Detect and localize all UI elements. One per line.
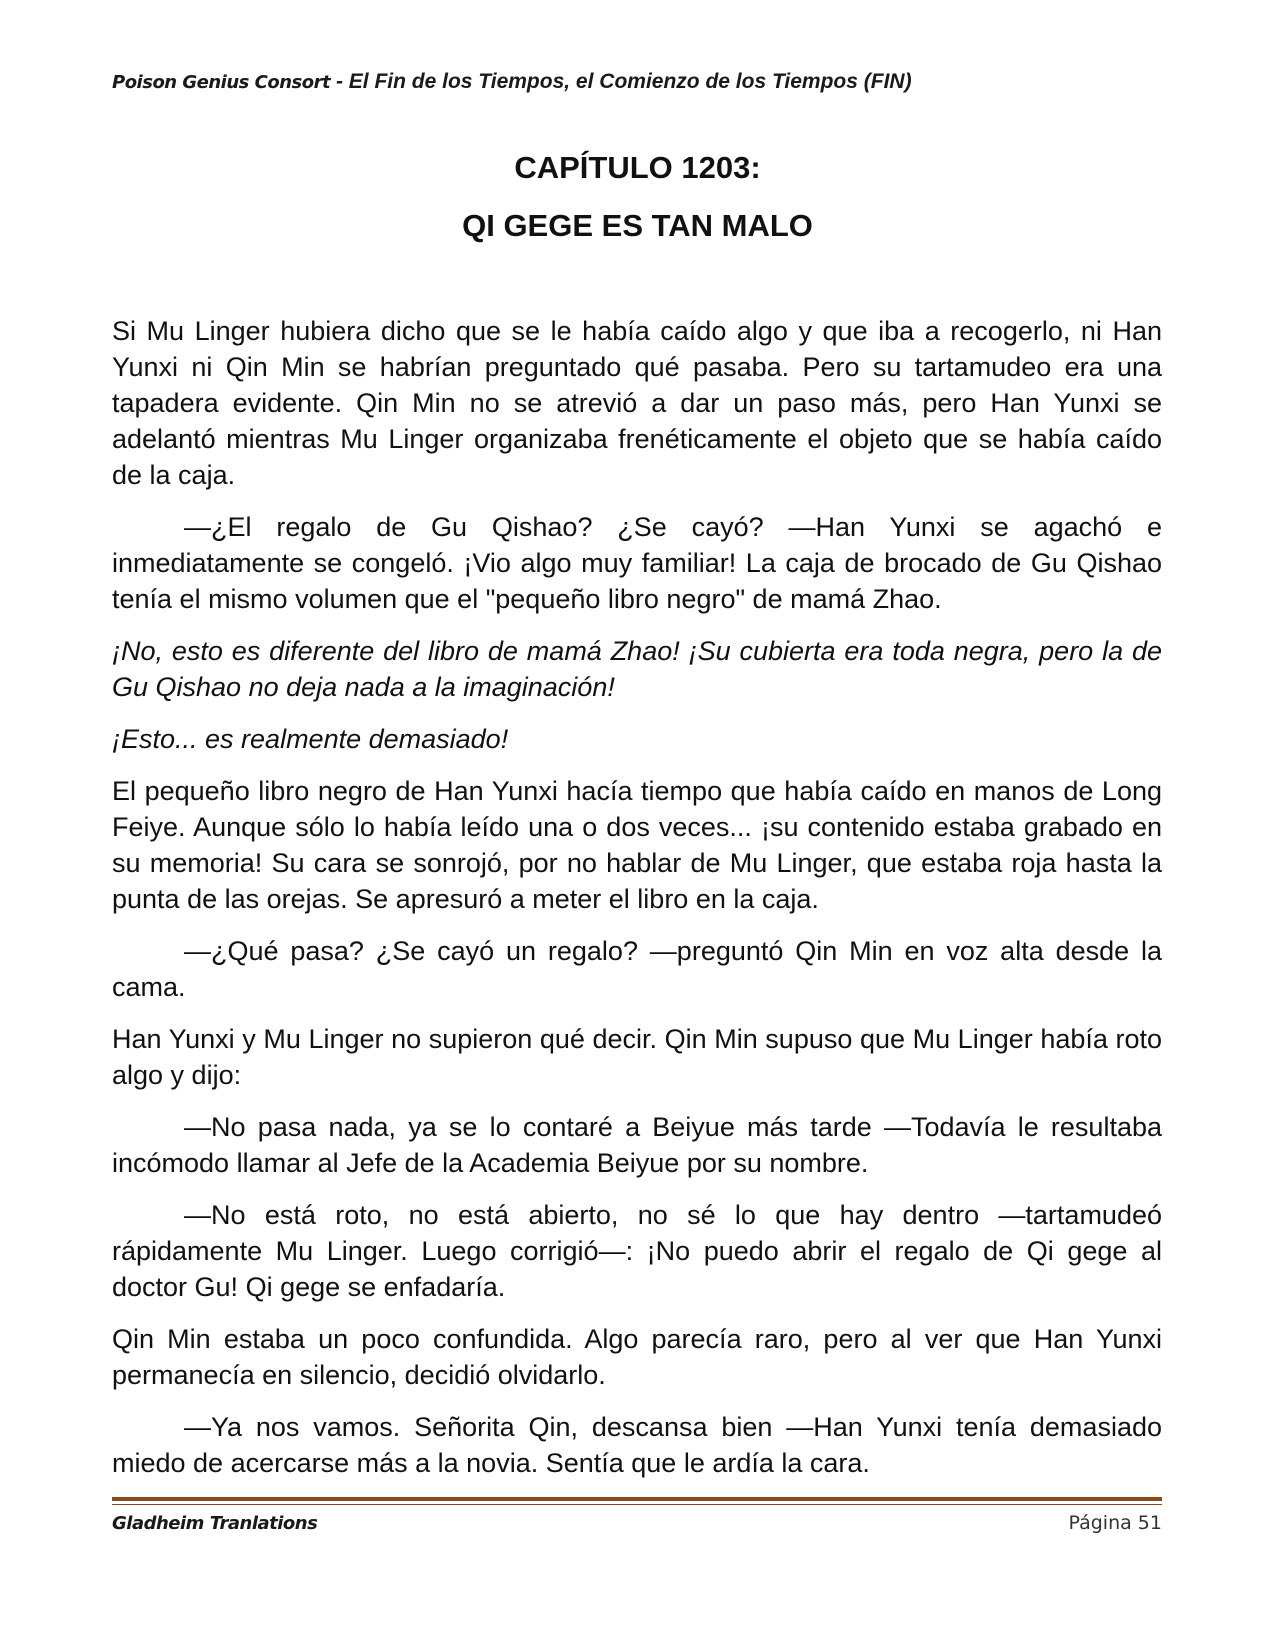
- paragraph-thought: ¡No, esto es diferente del libro de mamá Zhao! ¡Su cubierta era toda negra, pero la de Gu Qishao no deja nada a la imaginación!: [112, 636, 1162, 702]
- paragraph: —¿El regalo de Gu Qishao? ¿Se cayó? —Han Yunxi se agachó e inmediatamente se congeló. ¡Vio algo muy familiar! La caja de brocado de Gu Qishao tenía el mismo volumen que el "pequeño libro negro" de mamá Zhao.: [112, 512, 1162, 614]
- paragraph: Si Mu Linger hubiera dicho que se le había caído algo y que iba a recogerlo, ni Han Yunxi ni Qin Min se habrían preguntado qué pasaba. Pero su tartamudeo era una tapadera evidente. Qin Min no se atrevió a dar un paso más, pero Han Yunxi se adelantó mientras Mu Linger organizaba frenéticamente el objeto que se había caído de la caja.: [112, 316, 1162, 490]
- header-series-title: Poison Genius Consort: [112, 72, 331, 93]
- running-header: [112, 70, 1162, 94]
- footer-rule-thin: [112, 1504, 1162, 1505]
- paragraph: —No pasa nada, ya se lo contaré a Beiyue más tarde —Todavía le resultaba incómodo llamar al Jefe de la Academia Beiyue por su nombre.: [112, 1112, 1162, 1178]
- paragraph: —No está roto, no está abierto, no sé lo que hay dentro —tartamudeó rápidamente Mu Linger. Luego corrigió—: ¡No puedo abrir el regalo de Qi gege al doctor Gu! Qi gege se enfadaría.: [112, 1200, 1162, 1302]
- paragraph: —¿Qué pasa? ¿Se cayó un regalo? —preguntó Qin Min en voz alta desde la cama.: [112, 936, 1162, 1002]
- paragraph: —Ya nos vamos. Señorita Qin, descansa bien —Han Yunxi tenía demasiado miedo de acercarse más a la novia. Sentía que le ardía la cara.: [112, 1412, 1162, 1478]
- paragraph-thought: ¡Esto... es realmente demasiado!: [112, 724, 509, 754]
- chapter-title: QI GEGE ES TAN MALO: [462, 208, 813, 243]
- footer-rule-thick: [112, 1497, 1162, 1501]
- chapter-body: [112, 313, 1162, 1497]
- paragraph: El pequeño libro negro de Han Yunxi hacía tiempo que había caído en manos de Long Feiye. Aunque sólo lo había leído una o dos veces... ¡su contenido estaba grabado en su memoria! Su cara se sonrojó, por no hablar de Mu Linger, que estaba roja hasta la punta de las orejas. Se apresuró a meter el libro en la caja.: [112, 776, 1162, 914]
- page-number: Página 51: [1068, 1512, 1162, 1534]
- chapter-number: CAPÍTULO 1203:: [514, 150, 761, 185]
- header-subtitle: - El Fin de los Tiempos, el Comienzo de los Tiempos (FIN): [330, 70, 912, 93]
- footer-translator: Gladheim Tranlations: [112, 1513, 318, 1534]
- paragraph: Han Yunxi y Mu Linger no supieron qué decir. Qin Min supuso que Mu Linger había roto algo y dijo:: [112, 1024, 1162, 1090]
- paragraph: Qin Min estaba un poco confundida. Algo parecía raro, pero al ver que Han Yunxi permanecía en silencio, decidió olvidarlo.: [112, 1324, 1162, 1390]
